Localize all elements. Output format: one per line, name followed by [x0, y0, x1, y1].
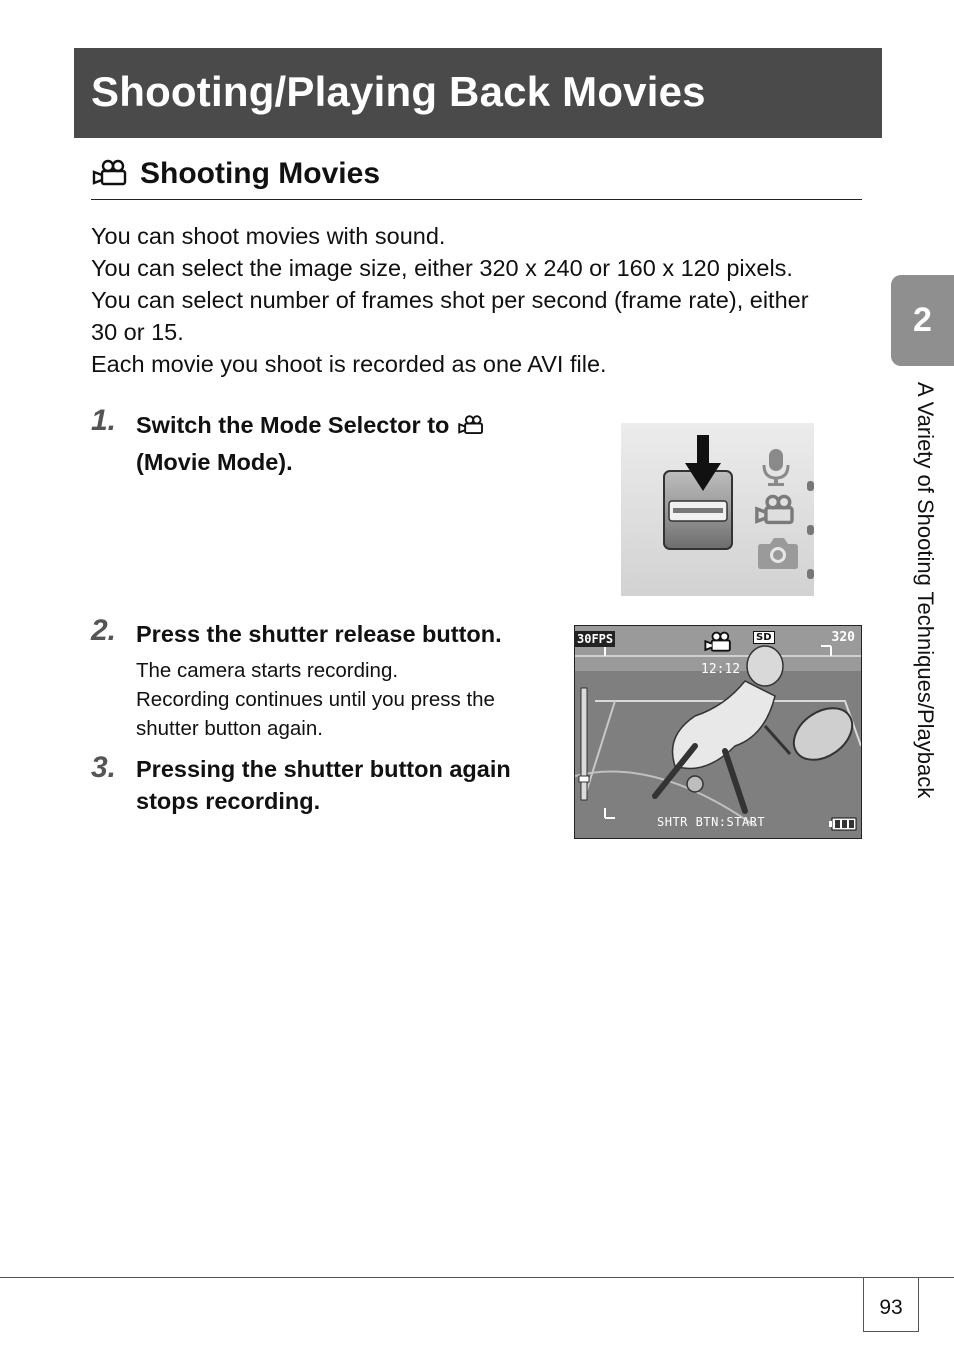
section-title: Shooting Movies [140, 157, 380, 190]
card-indicator: SD [753, 631, 775, 644]
mode-selector-figure [621, 423, 814, 596]
chapter-label: A Variety of Shooting Techniques/Playback [913, 382, 938, 799]
camera-icon [757, 536, 799, 570]
arrow-down-icon [685, 435, 721, 493]
movie-camera-icon [456, 414, 486, 436]
step-number: 1. [91, 404, 117, 437]
step-title-text: (Movie Mode). [136, 449, 293, 475]
step-body-line: Recording continues until you press the shutter button again. [136, 688, 495, 740]
battery-icon [829, 817, 857, 831]
step-body-line: The camera starts recording. [136, 659, 399, 682]
movie-camera-icon [753, 493, 797, 527]
time-indicator: 12:12 [701, 662, 741, 677]
page-title: Shooting/Playing Back Movies [91, 68, 706, 115]
step-title [136, 407, 486, 481]
intro-line: You can select number of frames shot per second (frame rate), either 30 or 15. [91, 287, 809, 345]
intro-line: Each movie you shoot is recorded as one AVI file. [91, 351, 607, 377]
section-heading [91, 154, 862, 200]
intro-line: You can shoot movies with sound. [91, 223, 446, 249]
chapter-tab: 2 [891, 275, 954, 366]
page-number: 93 [863, 1277, 919, 1332]
step-title-text: Switch the Mode Selector to [136, 412, 450, 438]
movie-camera-icon [703, 630, 733, 654]
movie-camera-icon [91, 158, 129, 188]
size-indicator: 320 [831, 630, 855, 645]
step-title-text: stops recording. [136, 788, 321, 814]
page-title-bar [74, 48, 882, 138]
intro-line: You can select the image size, either 320 x 240 or 160 x 120 pixels. [91, 255, 793, 281]
footer-divider [0, 1277, 954, 1278]
step-title: Press the shutter release button. [136, 621, 502, 647]
step-number: 2. [91, 614, 117, 647]
microphone-icon [759, 447, 793, 487]
camera-screen-figure [574, 625, 862, 839]
step-body [136, 656, 556, 743]
fps-indicator: 30FPS [577, 632, 614, 646]
step-title [136, 753, 511, 817]
hint-text: SHTR BTN:START [657, 815, 766, 829]
step-number: 3. [91, 751, 117, 784]
intro-text [91, 220, 881, 380]
step-title-text: Pressing the shutter button again [136, 756, 511, 782]
